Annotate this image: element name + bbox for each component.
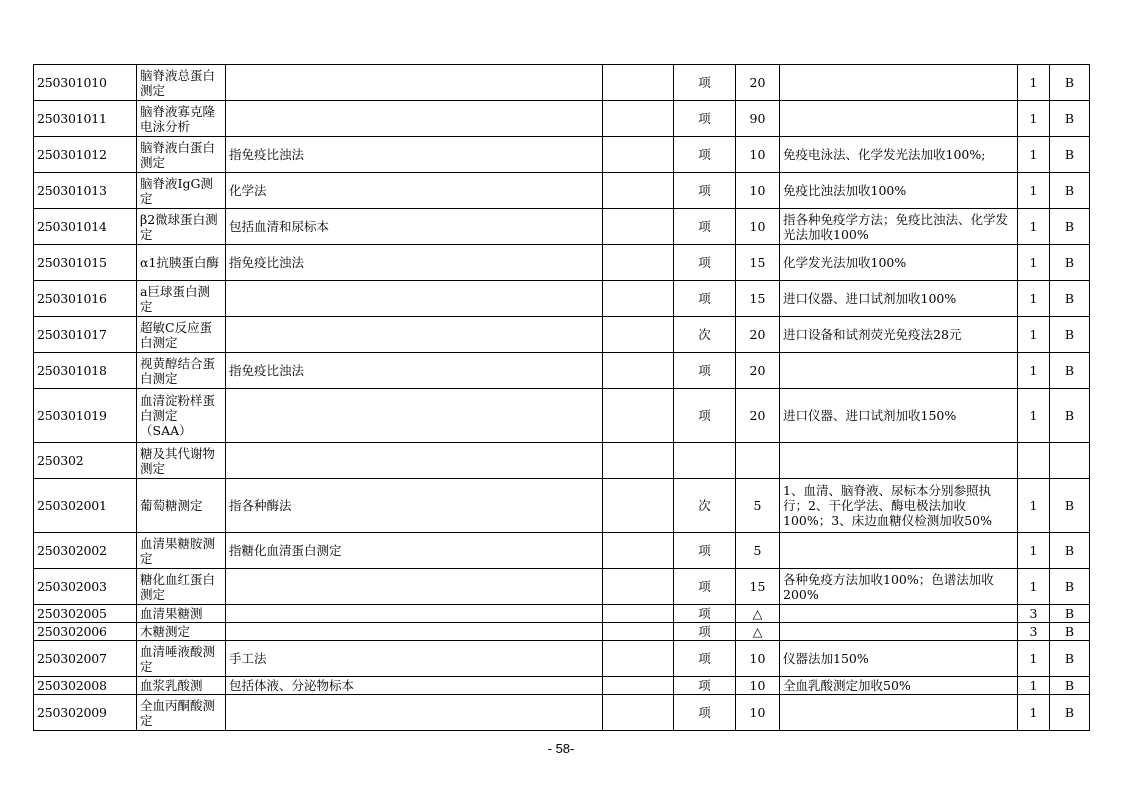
item-name-cell: 脑脊液总蛋白测定	[137, 65, 226, 101]
content-cell: 指免疫比浊法	[226, 137, 603, 173]
item-name-cell: 血清唾液酸测定	[137, 641, 226, 677]
note-cell: 免疫电泳法、化学发光法加收100%;	[780, 137, 1018, 173]
content-cell: 包括血清和尿标本	[226, 209, 603, 245]
item-name-cell: 脑脊液IgG测定	[137, 173, 226, 209]
unit-cell: 项	[674, 695, 736, 731]
exclusions-cell	[603, 605, 674, 623]
table-row	[34, 389, 1090, 443]
item-name-cell: 血浆乳酸测	[137, 677, 226, 695]
factor-cell: 1	[1018, 317, 1050, 353]
unit-cell: 项	[674, 569, 736, 605]
code-cell: 250302008	[34, 677, 137, 695]
exclusions-cell	[603, 317, 674, 353]
factor-cell: 1	[1018, 173, 1050, 209]
table-row	[34, 281, 1090, 317]
factor-cell: 1	[1018, 65, 1050, 101]
class-cell: B	[1050, 605, 1090, 623]
note-cell: 各种免疫方法加收100%；色谱法加收200%	[780, 569, 1018, 605]
exclusions-cell	[603, 353, 674, 389]
note-cell: 全血乳酸测定加收50%	[780, 677, 1018, 695]
factor-cell: 1	[1018, 209, 1050, 245]
content-cell	[226, 281, 603, 317]
content-cell: 指糖化血清蛋白测定	[226, 533, 603, 569]
note-cell	[780, 353, 1018, 389]
content-cell	[226, 317, 603, 353]
unit-cell: 项	[674, 623, 736, 641]
price-cell: 20	[736, 389, 780, 443]
table-row	[34, 569, 1090, 605]
class-cell: B	[1050, 569, 1090, 605]
class-cell: B	[1050, 281, 1090, 317]
note-cell	[780, 443, 1018, 479]
unit-cell: 次	[674, 317, 736, 353]
factor-cell: 1	[1018, 101, 1050, 137]
factor-cell: 1	[1018, 479, 1050, 533]
factor-cell: 3	[1018, 605, 1050, 623]
content-cell	[226, 65, 603, 101]
factor-cell: 1	[1018, 677, 1050, 695]
table-row	[34, 695, 1090, 731]
unit-cell: 项	[674, 245, 736, 281]
unit-cell: 项	[674, 209, 736, 245]
item-name-cell: 木糖测定	[137, 623, 226, 641]
item-name-cell: 糖化血红蛋白测定	[137, 569, 226, 605]
price-cell: 20	[736, 317, 780, 353]
note-cell: 仪器法加150%	[780, 641, 1018, 677]
unit-cell	[674, 443, 736, 479]
unit-cell: 项	[674, 65, 736, 101]
note-cell	[780, 605, 1018, 623]
unit-cell: 项	[674, 353, 736, 389]
note-cell	[780, 695, 1018, 731]
item-name-cell: 血清淀粉样蛋白测定（SAA）	[137, 389, 226, 443]
code-cell: 250301010	[34, 65, 137, 101]
price-cell: 10	[736, 209, 780, 245]
note-cell	[780, 65, 1018, 101]
unit-cell: 项	[674, 533, 736, 569]
content-cell: 包括体液、分泌物标本	[226, 677, 603, 695]
note-cell: 化学发光法加收100%	[780, 245, 1018, 281]
exclusions-cell	[603, 569, 674, 605]
exclusions-cell	[603, 641, 674, 677]
content-cell: 指免疫比浊法	[226, 353, 603, 389]
table-row	[34, 641, 1090, 677]
class-cell: B	[1050, 137, 1090, 173]
unit-cell: 项	[674, 173, 736, 209]
code-cell: 250302003	[34, 569, 137, 605]
table-row	[34, 209, 1090, 245]
table-row	[34, 65, 1090, 101]
exclusions-cell	[603, 443, 674, 479]
item-name-cell: 葡萄糖测定	[137, 479, 226, 533]
item-name-cell: 全血丙酮酸测定	[137, 695, 226, 731]
price-table	[33, 64, 1090, 731]
content-cell	[226, 695, 603, 731]
item-name-cell: 血清果糖胺测定	[137, 533, 226, 569]
price-cell: △	[736, 605, 780, 623]
item-name-cell: 脑脊液白蛋白测定	[137, 137, 226, 173]
table-row	[34, 623, 1090, 641]
code-cell: 250301016	[34, 281, 137, 317]
exclusions-cell	[603, 677, 674, 695]
class-cell	[1050, 443, 1090, 479]
table-row	[34, 533, 1090, 569]
note-cell: 免疫比浊法加收100%	[780, 173, 1018, 209]
code-cell: 250302001	[34, 479, 137, 533]
price-cell: 10	[736, 677, 780, 695]
code-cell: 250301011	[34, 101, 137, 137]
exclusions-cell	[603, 101, 674, 137]
note-cell: 进口设备和试剂荧光免疫法28元	[780, 317, 1018, 353]
content-cell	[226, 389, 603, 443]
item-name-cell: 超敏C反应蛋白测定	[137, 317, 226, 353]
content-cell: 指各种酶法	[226, 479, 603, 533]
exclusions-cell	[603, 695, 674, 731]
content-cell	[226, 101, 603, 137]
exclusions-cell	[603, 389, 674, 443]
note-cell: 1、血清、脑脊液、尿标本分别参照执行；2、干化学法、酶电极法加收100%；3、床边血糖仪检测加收50%	[780, 479, 1018, 533]
code-cell: 250301017	[34, 317, 137, 353]
table-row	[34, 137, 1090, 173]
note-cell	[780, 101, 1018, 137]
unit-cell: 项	[674, 281, 736, 317]
code-cell: 250302009	[34, 695, 137, 731]
class-cell: B	[1050, 695, 1090, 731]
table-row	[34, 353, 1090, 389]
exclusions-cell	[603, 65, 674, 101]
code-cell: 250302	[34, 443, 137, 479]
note-cell	[780, 623, 1018, 641]
price-cell: 10	[736, 641, 780, 677]
code-cell: 250301013	[34, 173, 137, 209]
code-cell: 250301018	[34, 353, 137, 389]
class-cell: B	[1050, 389, 1090, 443]
page-number: - 58-	[547, 741, 575, 756]
exclusions-cell	[603, 533, 674, 569]
code-cell: 250301014	[34, 209, 137, 245]
code-cell: 250302002	[34, 533, 137, 569]
note-cell	[780, 533, 1018, 569]
price-cell: 20	[736, 65, 780, 101]
factor-cell: 1	[1018, 281, 1050, 317]
price-cell: 15	[736, 569, 780, 605]
unit-cell: 项	[674, 389, 736, 443]
factor-cell: 1	[1018, 533, 1050, 569]
factor-cell: 1	[1018, 695, 1050, 731]
content-cell: 指免疫比浊法	[226, 245, 603, 281]
unit-cell: 项	[674, 641, 736, 677]
table-row	[34, 173, 1090, 209]
table-row	[34, 605, 1090, 623]
price-cell: 10	[736, 173, 780, 209]
price-cell: 5	[736, 533, 780, 569]
item-name-cell: 糖及其代谢物测定	[137, 443, 226, 479]
unit-cell: 项	[674, 677, 736, 695]
note-cell: 进口仪器、进口试剂加收100%	[780, 281, 1018, 317]
factor-cell: 3	[1018, 623, 1050, 641]
factor-cell: 1	[1018, 569, 1050, 605]
factor-cell: 1	[1018, 641, 1050, 677]
table-row	[34, 317, 1090, 353]
item-name-cell: α1抗胰蛋白酶	[137, 245, 226, 281]
item-name-cell: β2微球蛋白测定	[137, 209, 226, 245]
item-name-cell: a巨球蛋白测定	[137, 281, 226, 317]
price-cell: 10	[736, 137, 780, 173]
price-cell: △	[736, 623, 780, 641]
exclusions-cell	[603, 173, 674, 209]
code-cell: 250301015	[34, 245, 137, 281]
exclusions-cell	[603, 281, 674, 317]
price-cell: 15	[736, 245, 780, 281]
unit-cell: 次	[674, 479, 736, 533]
factor-cell: 1	[1018, 245, 1050, 281]
code-cell: 250301019	[34, 389, 137, 443]
price-cell	[736, 443, 780, 479]
price-cell: 15	[736, 281, 780, 317]
unit-cell: 项	[674, 101, 736, 137]
content-cell: 手工法	[226, 641, 603, 677]
note-cell: 指各种免疫学方法；免疫比浊法、化学发光法加收100%	[780, 209, 1018, 245]
code-cell: 250302005	[34, 605, 137, 623]
table-row	[34, 245, 1090, 281]
class-cell: B	[1050, 65, 1090, 101]
content-cell	[226, 443, 603, 479]
class-cell: B	[1050, 209, 1090, 245]
class-cell: B	[1050, 641, 1090, 677]
factor-cell: 1	[1018, 389, 1050, 443]
class-cell: B	[1050, 317, 1090, 353]
class-cell: B	[1050, 101, 1090, 137]
table-row	[34, 479, 1090, 533]
class-cell: B	[1050, 173, 1090, 209]
exclusions-cell	[603, 209, 674, 245]
exclusions-cell	[603, 479, 674, 533]
unit-cell: 项	[674, 137, 736, 173]
price-cell: 5	[736, 479, 780, 533]
unit-cell: 项	[674, 605, 736, 623]
content-cell	[226, 605, 603, 623]
price-cell: 20	[736, 353, 780, 389]
note-cell: 进口仪器、进口试剂加收150%	[780, 389, 1018, 443]
factor-cell: 1	[1018, 353, 1050, 389]
code-cell: 250302007	[34, 641, 137, 677]
price-cell: 90	[736, 101, 780, 137]
table-row	[34, 677, 1090, 695]
table-row	[34, 443, 1090, 479]
class-cell: B	[1050, 623, 1090, 641]
class-cell: B	[1050, 677, 1090, 695]
class-cell: B	[1050, 479, 1090, 533]
class-cell: B	[1050, 245, 1090, 281]
exclusions-cell	[603, 245, 674, 281]
code-cell: 250301012	[34, 137, 137, 173]
item-name-cell: 血清果糖测	[137, 605, 226, 623]
item-name-cell: 脑脊液寡克隆电泳分析	[137, 101, 226, 137]
class-cell: B	[1050, 353, 1090, 389]
price-cell: 10	[736, 695, 780, 731]
content-cell	[226, 569, 603, 605]
item-name-cell: 视黄醇结合蛋白测定	[137, 353, 226, 389]
class-cell: B	[1050, 533, 1090, 569]
factor-cell: 1	[1018, 137, 1050, 173]
table-row	[34, 101, 1090, 137]
factor-cell	[1018, 443, 1050, 479]
content-cell: 化学法	[226, 173, 603, 209]
code-cell: 250302006	[34, 623, 137, 641]
exclusions-cell	[603, 137, 674, 173]
content-cell	[226, 623, 603, 641]
exclusions-cell	[603, 623, 674, 641]
